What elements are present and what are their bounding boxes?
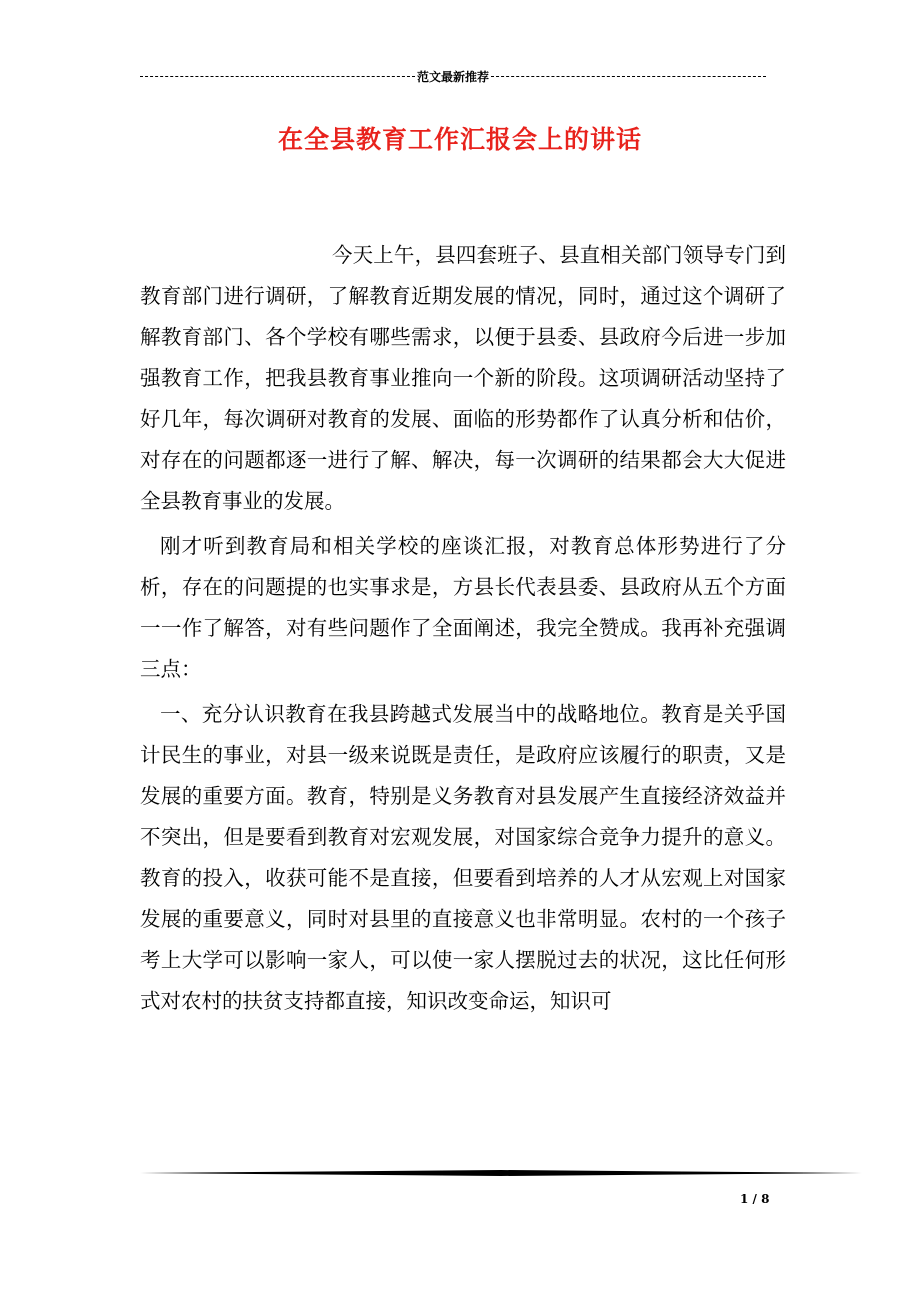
header-label: 范文最新推荐 bbox=[417, 69, 490, 84]
paragraph-2: 刚才听到教育局和相关学校的座谈汇报，对教育总体形势进行了分析，存在的问题提的也实事求是，方县长代表县委、县政府从五个方面一一作了解答，对有些问题作了全面阐述，我完全赞成。我再补充强调三点： bbox=[140, 534, 786, 681]
header-dash-right bbox=[491, 76, 766, 77]
document-body bbox=[140, 235, 786, 1022]
paragraph-3: 一、充分认识教育在我县跨越式发展当中的战略地位。教育是关乎国计民生的事业，对县一级来说既是责任，是政府应该履行的职责，又是发展的重要方面。教育，特别是义务教育对县发展产生直接经济效益并不突出，但是要看到教育对宏观发展，对国家综合竞争力提升的意义。教育的投入，收获可能不是直接，但要看到培养的人才从宏观上对国家发展的重要意义，同时对县里的直接意义也非常明显。农村的一个孩子考上大学可以影响一家人，可以使一家人摆脱过去的状况，这比任何形式对农村的扶贫支持都直接，知识改变命运，知识可 bbox=[140, 702, 786, 1013]
footer-rule bbox=[140, 1170, 862, 1176]
page-header bbox=[140, 66, 766, 86]
paragraph-1: 今天上午，县四套班子、县直相关部门领导专门到教育部门进行调研，了解教育近期发展的情况，同时，通过这个调研了解教育部门、各个学校有哪些需求，以便于县委、县政府今后进一步加强教育工作，把我县教育事业推向一个新的阶段。这项调研活动坚持了好几年，每次调研对教育的发展、面临的形势都作了认真分析和估价，对存在的问题都逐一进行了解、解决，每一次调研的结果都会大大促进全县教育事业的发展。 bbox=[140, 243, 786, 513]
document-title: 在全县教育工作汇报会上的讲话 bbox=[277, 125, 642, 154]
header-dash-left bbox=[140, 76, 415, 77]
page-number: 1 / 8 bbox=[740, 1192, 770, 1206]
